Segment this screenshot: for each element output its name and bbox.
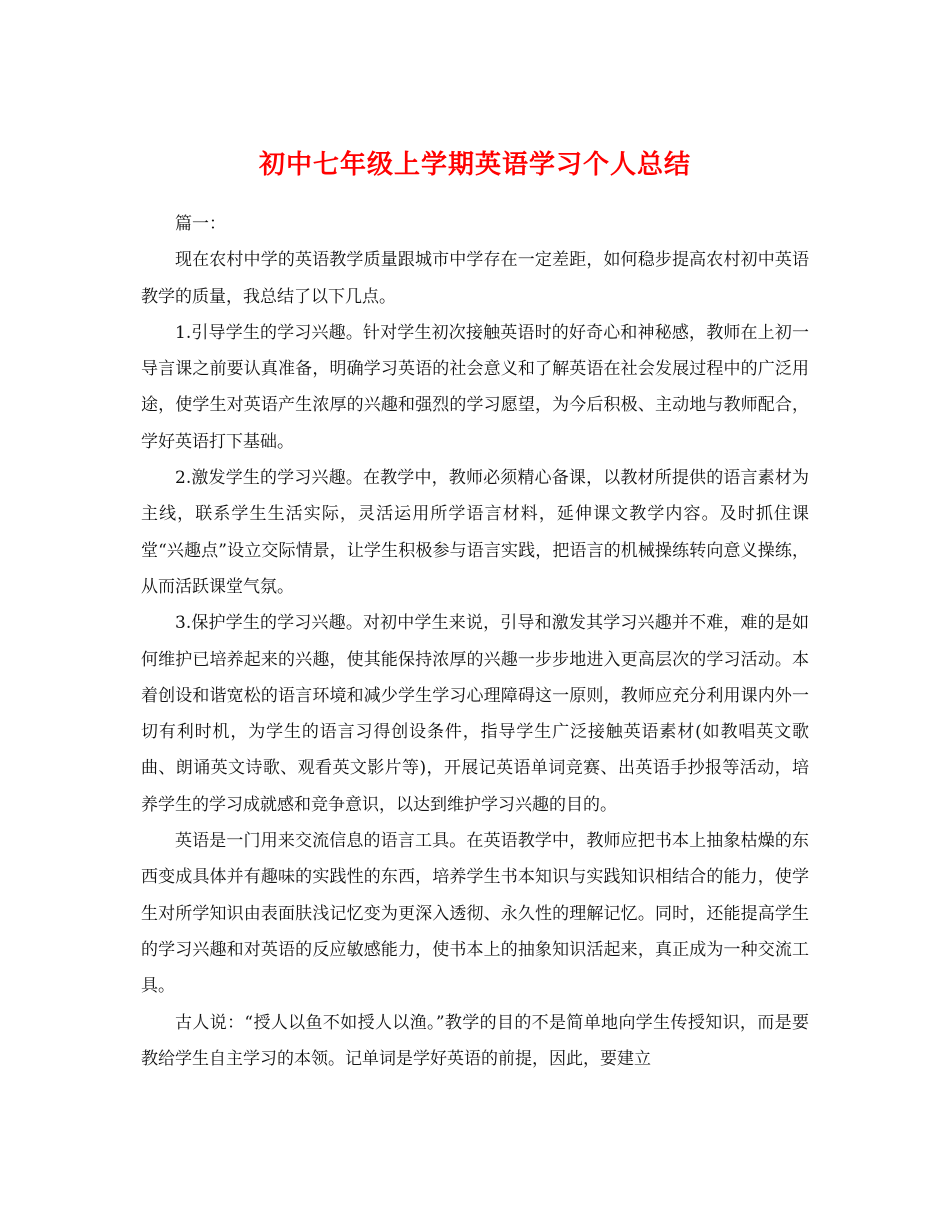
paragraph-ancient-saying: 古人说：“授人以鱼不如授人以渔。”教学的目的不是简单地向学生传授知识，而是要教给学生自主学习的本领。记单词是学好英语的前提，因此，要建立: [141, 1012, 809, 1069]
document-title: 初中七年级上学期英语学习个人总结: [258, 150, 691, 181]
paragraph-section-label: 篇一：: [175, 214, 226, 234]
paragraph-point-3: 3.保护学生的学习兴趣。对初中学生来说，引导和激发其学习兴趣并不难，难的是如何维护已培养起来的兴趣，使其能保持浓厚的兴趣一步步地进入更高层次的学习活动。本着创设和谐宽松的语言环境和减少学生学习心理障碍这一原则，教师应充分利用课内外一切有利时机，为学生的语言习得创设条件，指导学生广泛接触英语素材(如教唱英文歌曲、朗诵英文诗歌、观看英文影片等)，开展记英语单词竞赛、出英语手抄报等活动，培养学生的学习成就感和竞争意识，以达到维护学习兴趣的目的。: [141, 613, 809, 815]
paragraph-intro: 现在农村中学的英语教学质量跟城市中学存在一定差距，如何稳步提高农村初中英语教学的质量，我总结了以下几点。: [141, 250, 809, 307]
paragraph-language-tool: 英语是一门用来交流信息的语言工具。在英语教学中，教师应把书本上抽象枯燥的东西变成具体并有趣味的实践性的东西，培养学生书本知识与实践知识相结合的能力，使学生对所学知识由表面肤浅记忆变为更深入透彻、永久性的理解记忆。同时，还能提高学生的学习兴趣和对英语的反应敏感能力，使书本上的抽象知识活起来，真正成为一种交流工具。: [141, 831, 809, 997]
document-body: [141, 206, 809, 1077]
paragraph-point-1: 1.引导学生的学习兴趣。针对学生初次接触英语时的好奇心和神秘感，教师在上初一导言课之前要认真准备，明确学习英语的社会意义和了解英语在社会发展过程中的广泛用途，使学生对英语产生浓厚的兴趣和强烈的学习愿望，为今后积极、主动地与教师配合，学好英语打下基础。: [141, 322, 809, 452]
paragraph-point-2: 2.激发学生的学习兴趣。在教学中，教师必须精心备课，以教材所提供的语言素材为主线，联系学生生活实际，灵活运用所学语言材料，延伸课文教学内容。及时抓住课堂“兴趣点”设立交际情景，让学生积极参与语言实践，把语言的机械操练转向意义操练，从而活跃课堂气氛。: [141, 468, 809, 597]
